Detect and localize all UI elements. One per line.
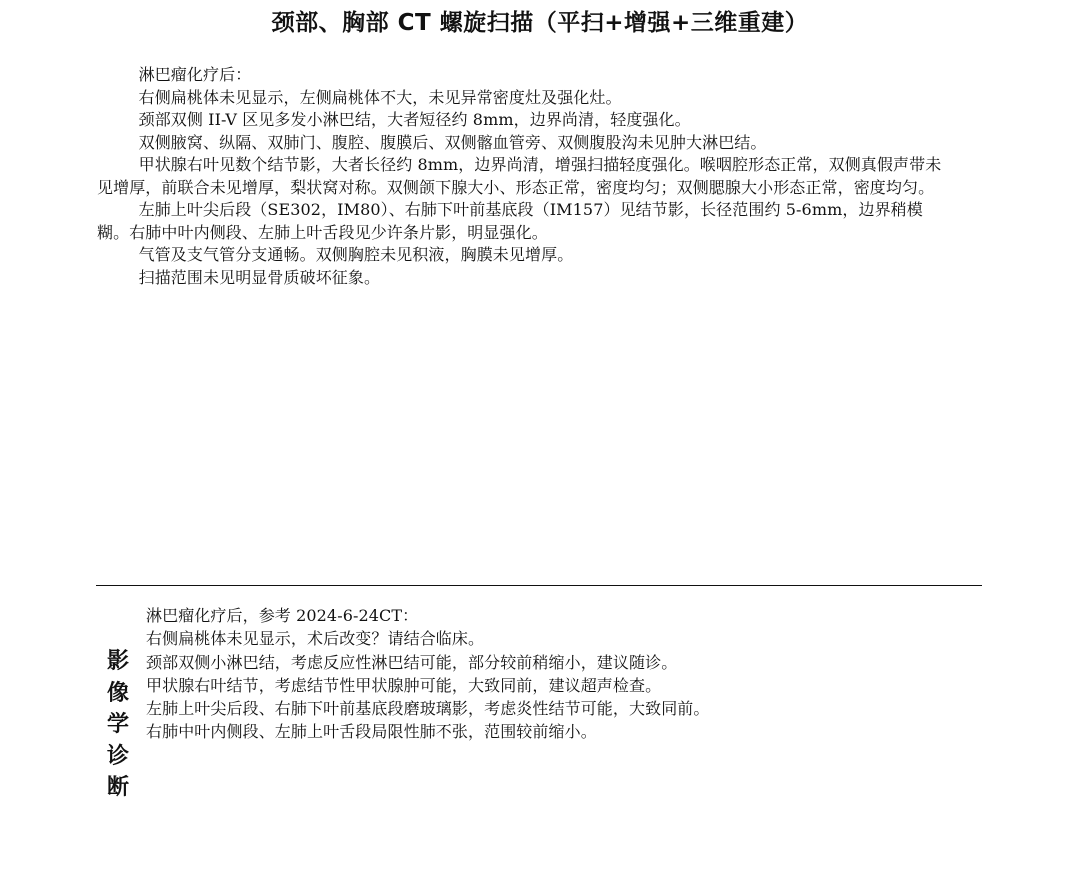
report-title: 颈部、胸部 CT 螺旋扫描（平扫+增强+三维重建）	[271, 10, 809, 36]
diagnosis-line: 甲状腺右叶结节，考虑结节性甲状腺肿可能，大致同前，建议超声检查。	[146, 675, 662, 695]
diagnosis-line: 右肺中叶内侧段、左肺上叶舌段局限性肺不张，范围较前缩小。	[146, 722, 597, 742]
findings-section	[97, 64, 947, 289]
diagnosis-line: 颈部双侧小淋巴结，考虑反应性淋巴结可能，部分较前稍缩小，建议随诊。	[146, 652, 678, 672]
diagnosis-label-char: 诊	[106, 743, 129, 769]
diagnosis-label-char: 断	[106, 775, 129, 800]
diagnosis-label-char: 学	[106, 712, 129, 737]
finding-paragraph: 左肺上叶尖后段（SE302，IM80）、右肺下叶前基底段（IM157）见结节影，长径范围约 5-6mm，边界稍模糊。右肺中叶内侧段、左肺上叶舌段见少许条片影，明显强化。	[97, 200, 923, 242]
finding-paragraph: 双侧腋窝、纵隔、双肺门、腹腔、腹膜后、双侧髂血管旁、双侧腹股沟未见肿大淋巴结。	[138, 132, 767, 152]
diagnosis-section	[146, 604, 966, 744]
diagnosis-line: 右侧扁桃体未见显示，术后改变？请结合临床。	[146, 629, 485, 649]
finding-paragraph: 右侧扁桃体未见显示，左侧扁桃体不大，未见异常密度灶及强化灶。	[138, 87, 622, 107]
diagnosis-line: 左肺上叶尖后段、右肺下叶前基底段磨玻璃影，考虑炎性结节可能，大致同前。	[146, 699, 710, 719]
diagnosis-line: 淋巴瘤化疗后，参考 2024-6-24CT：	[146, 606, 419, 625]
finding-paragraph: 颈部双侧 II-V 区见多发小淋巴结，大者短径约 8mm，边界尚清，轻度强化。	[138, 110, 691, 129]
diagnosis-label-char: 像	[106, 680, 129, 706]
diagnosis-label	[104, 646, 132, 804]
section-divider	[96, 585, 982, 586]
diagnosis-label-char: 影	[106, 649, 129, 674]
finding-paragraph: 扫描范围未见明显骨质破坏征象。	[138, 267, 381, 287]
finding-paragraph: 甲状腺右叶见数个结节影，大者长径约 8mm，边界尚清，增强扫描轻度强化。喉咽腔形态正常，双侧真假声带未见增厚，前联合未见增厚，梨状窝对称。双侧颌下腺大小、形态正常，密度均匀；双侧腮腺大小形态正常，密度均匀。	[97, 155, 942, 197]
finding-paragraph: 淋巴瘤化疗后：	[138, 65, 252, 84]
finding-paragraph: 气管及支气管分支通畅。双侧胸腔未见积液，胸膜未见增厚。	[138, 245, 574, 264]
